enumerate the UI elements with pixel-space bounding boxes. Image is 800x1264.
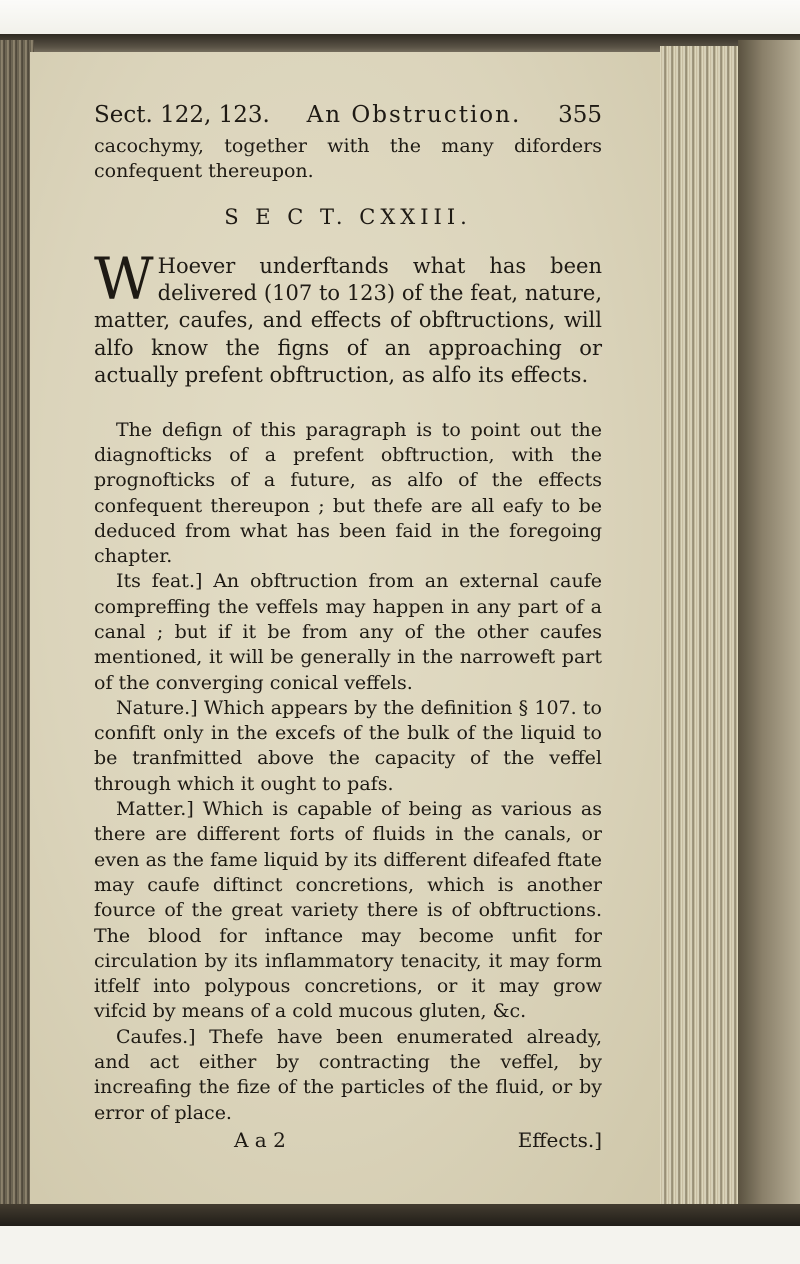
commentary-paragraph: Matter.] Which is capable of being as various as there are different forts of fluids in the canals, or even as the fame liquid by its different difeafed ftate may caufe diftinct concretions, which is another fource of the great variety there is of obftructions. The blood for inftance may become unfit for circulation by its inflammatory tenacity, it may form itfelf into polypous concretions, or it may grow vifcid by means of a cold mucous gluten, &c. [94,798,602,1023]
commentary [94,418,602,1126]
page-number: 355 [558,102,602,128]
commentary-paragraph: Nature.] Which appears by the definition § 107. to confift only in the excefs of the bulk of the liquid to be tranfmitted above the capacity of the veffel through which it ought to pafs. [94,696,602,795]
binding-shadow-bottom [0,1204,800,1228]
carry-over-text: cacochymy, together with the many diforders confequent thereupon. [94,135,602,183]
catchword: Effects.] [517,1127,602,1152]
section-heading: S E C T. CXXIII. [224,204,472,229]
running-head [94,100,602,130]
page-footer [94,1128,602,1152]
page-fore-edges [660,46,740,1220]
page-text [94,100,602,1152]
book-spine-edge [0,40,34,1220]
commentary-paragraph: Its feat.] An obftruction from an external caufe compreffing the veffels may happen in any part of a canal ; but if it be from any of the other caufes mentioned, it will be generally in the narroweft part of the converging conical veffels. [94,570,602,694]
commentary-paragraph: Caufes.] Thefe have been enumerated already, and act either by contracting the veffel, by increafing the fize of the particles of the fluid, or by error of place. [94,1025,602,1124]
commentary-paragraph: The defign of this paragraph is to point out the diagnofticks of a prefent obftruction, with the prognofticks of a future, as alfo of the effects confequent thereupon ; but thefe are all eafy to be deduced from what has been faid in the foregoing chapter. [94,418,602,568]
aphorism-text [94,244,602,390]
scan-margin-bottom [0,1226,800,1264]
running-title: An Obstruction. [306,102,522,128]
cover-edge [738,40,800,1222]
signature-mark: A a 2 [234,1127,286,1152]
section-reference: Sect. 122, 123. [94,102,270,128]
drop-cap: W [94,244,154,313]
aphorism-body: Hoever underftands what has been delivered (107 to 123) of the feat, nature, matter, caufes, and effects of obftructions, will alfo know the figns of an approaching or actually prefent obftruction, as alfo its effects. [94,253,602,388]
